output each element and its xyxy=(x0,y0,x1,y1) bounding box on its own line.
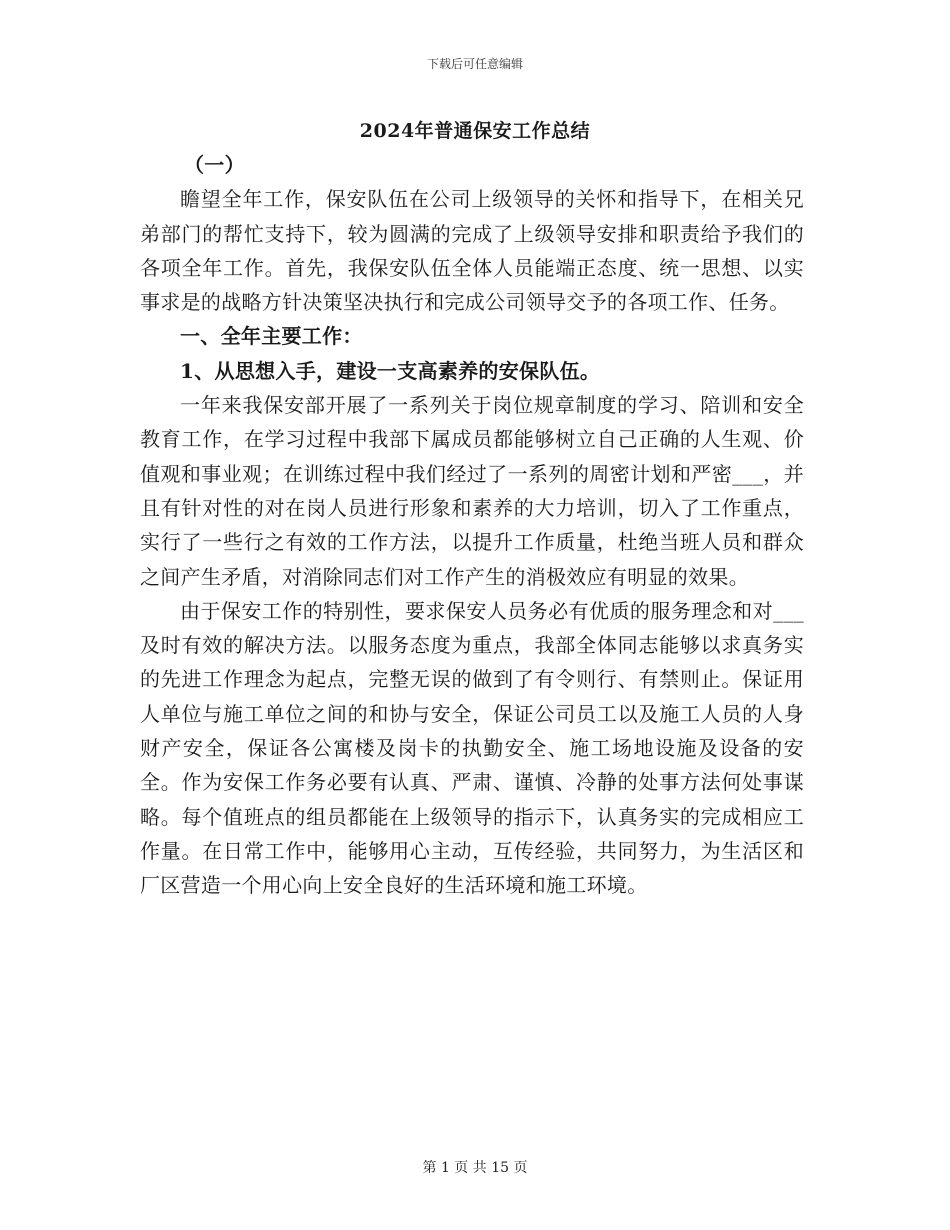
section-subtitle: （一） xyxy=(184,153,245,177)
document-title: 2024年普通保安工作总结 xyxy=(359,120,591,142)
paragraph: 瞻望全年工作，保安队伍在公司上级领导的关怀和指导下，在相关兄弟部门的帮忙支持下，较为圆满的完成了上级领导安排和职责给予我们的各项全年工作。首先，我保安队伍全体人员能端正态度、统一思想、以实事求是的战略方针决策坚决执行和完成公司领导交予的各项工作、任务。 xyxy=(140,187,804,315)
section-heading: 一、全年主要工作： xyxy=(180,324,363,349)
header-note: 下载后可任意编辑 xyxy=(426,57,523,71)
paragraph: 由于保安工作的特别性，要求保安人员务必有优质的服务理念和对___及时有效的解决方法。以服务态度为重点，我部全体同志能够以求真务实的先进工作理念为起点，完整无误的做到了有令则行、有禁则止。保证用人单位与施工单位之间的和协与安全，保证公司员工以及施工人员的人身财产安全，保证各公寓楼及岗卡的执勤安全、施工场地设施及设备的安全。作为安保工作务必要有认真、严肃、谨慎、冷静的处事方法何处事谋略。每个值班点的组员都能在上级领导的指示下，认真务实的完成相应工作量。在日常工作中，能够用心主动，互传经验，共同努力，为生活区和厂区营造一个用心向上安全良好的生活环境和施工环境。 xyxy=(140,598,804,898)
document-body xyxy=(140,148,804,903)
page-number: 第 1 页 共 15 页 xyxy=(422,1160,528,1176)
paragraph: 一年来我保安部开展了一系列关于岗位规章制度的学习、陪训和安全教育工作，在学习过程中我部下属成员都能够树立自己正确的人生观、价值观和事业观；在训练过程中我们经过了一系列的周密计划和严密___，并且有针对性的对在岗人员进行形象和素养的大力培训，切入了工作重点，实行了一些行之有效的工作方法，以提升工作质量，杜绝当班人员和群众之间产生矛盾，对消除同志们对工作产生的消极效应有明显的效果。 xyxy=(140,393,804,589)
subsection-heading: 1、从思想入手，建设一支高素养的安保队伍。 xyxy=(180,358,601,383)
